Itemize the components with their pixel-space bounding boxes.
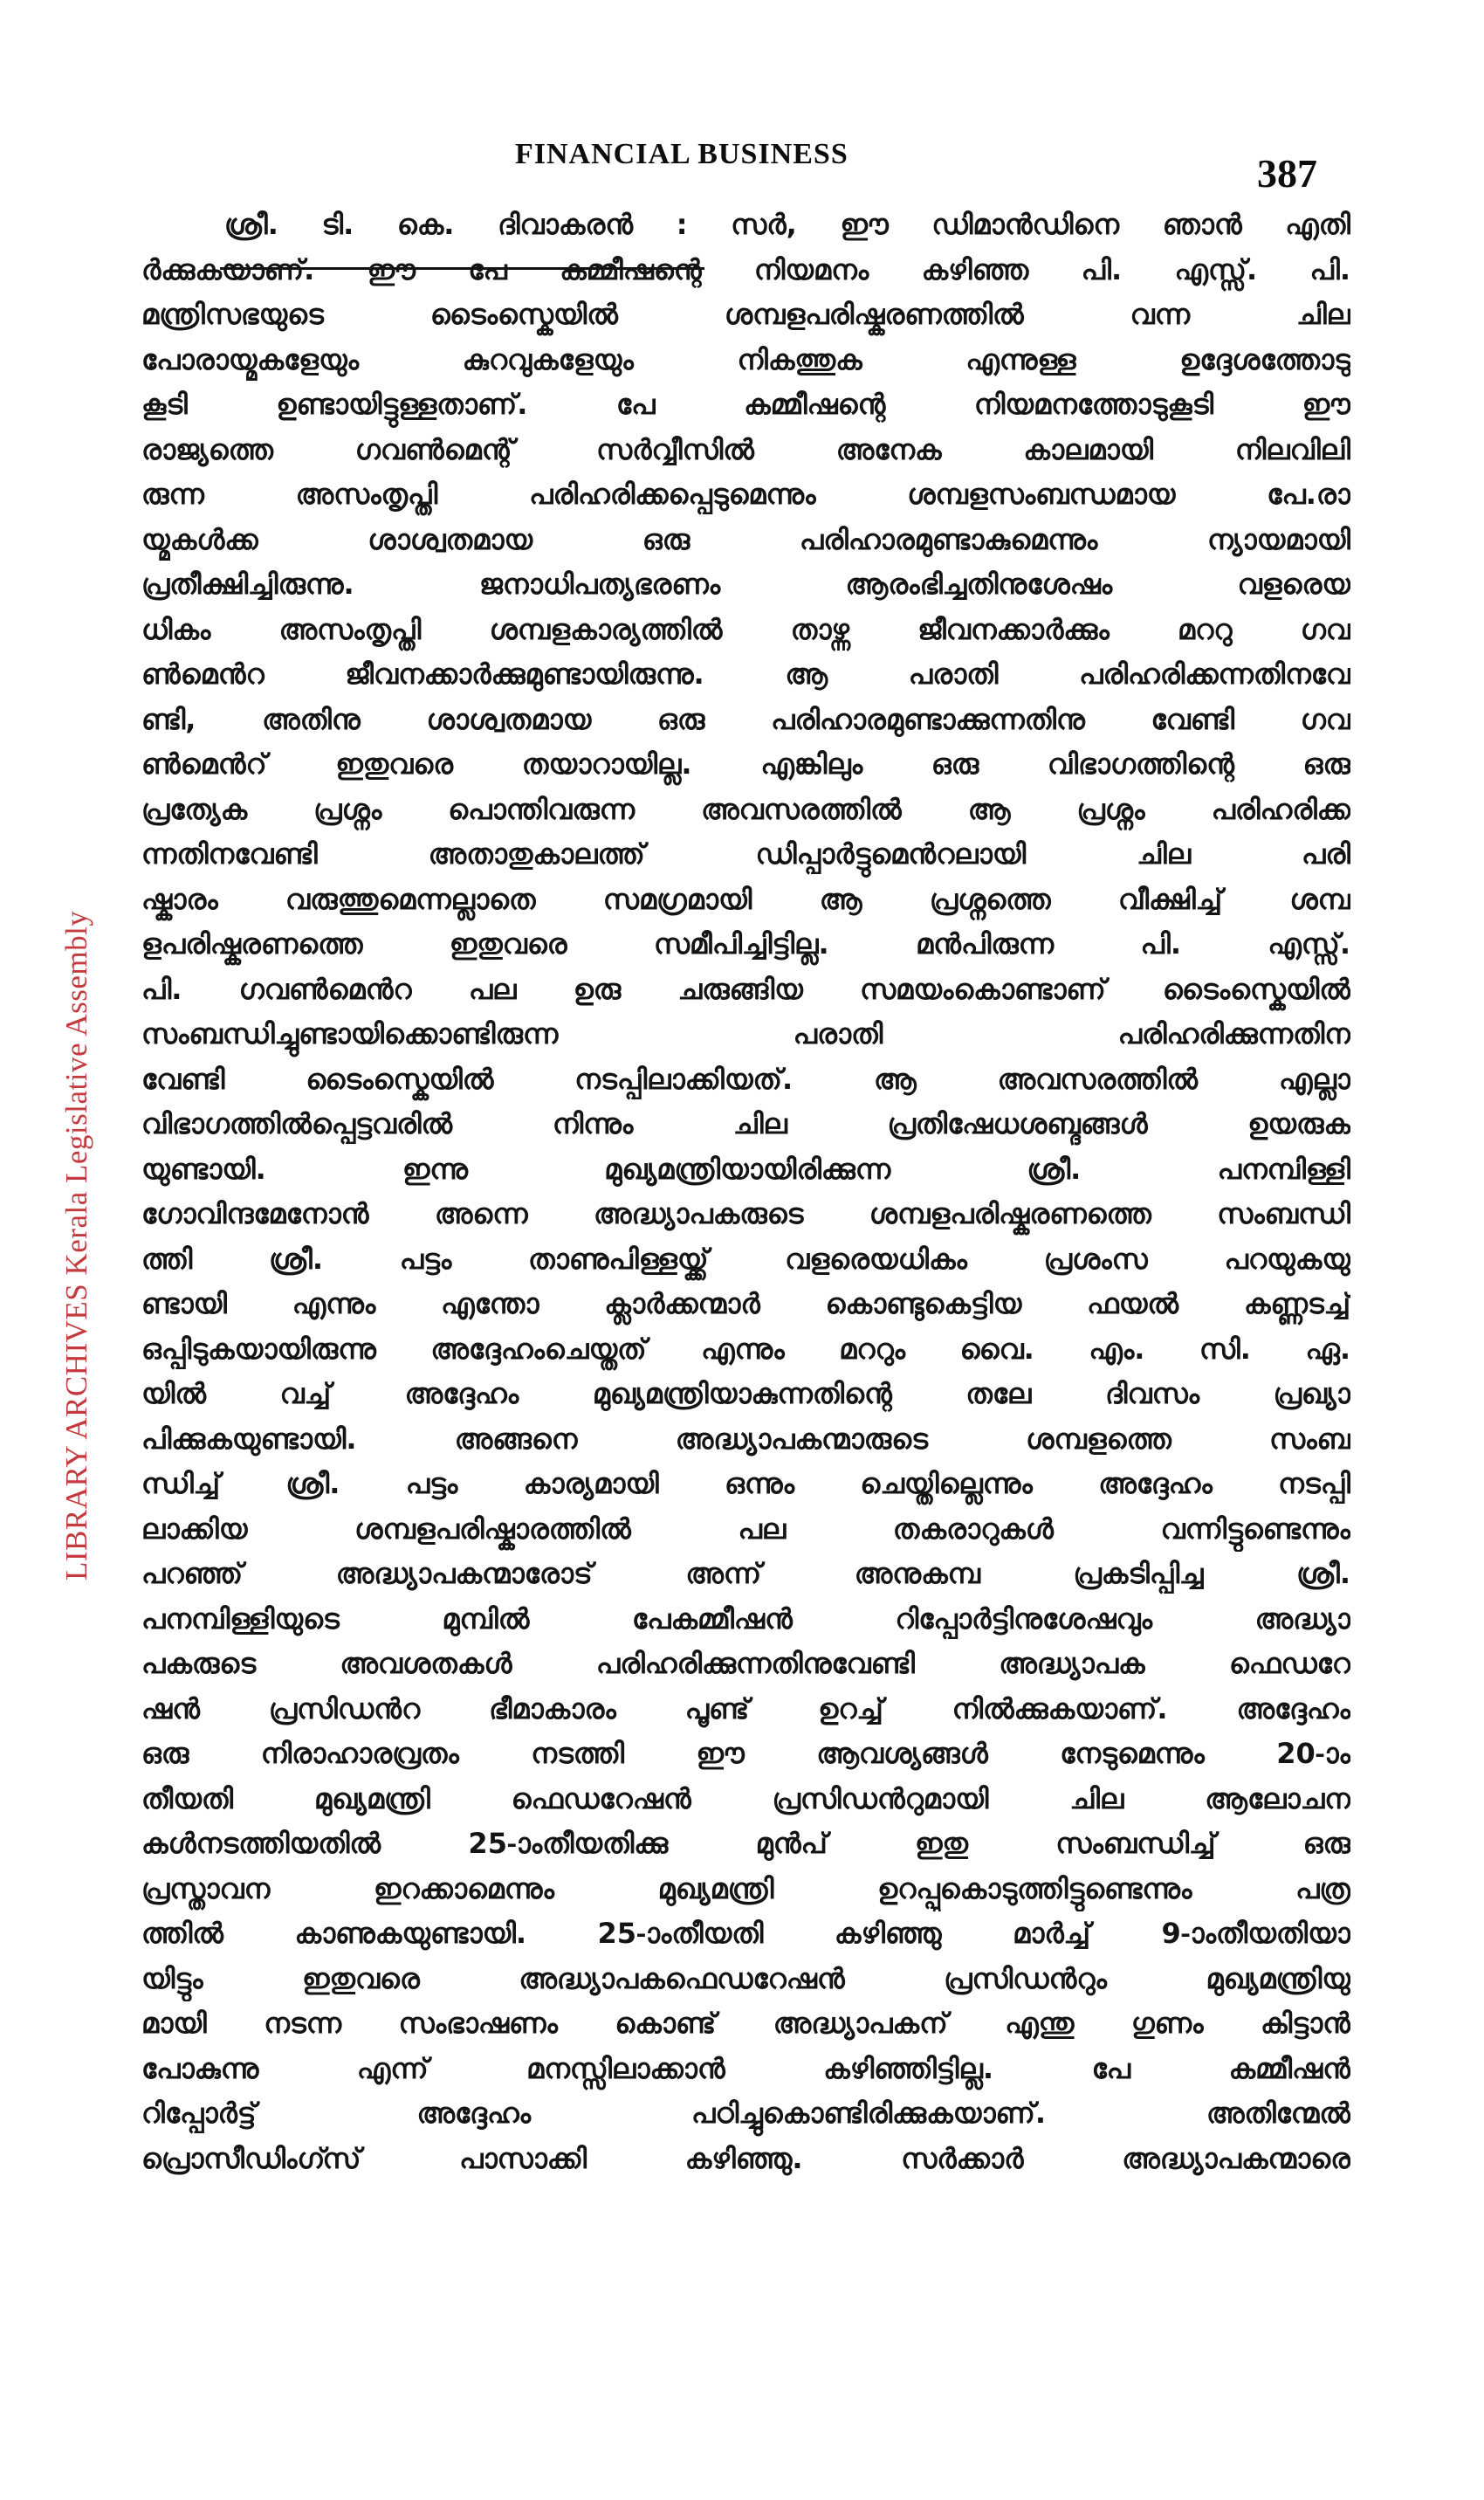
- text-line: പ്രത്യേക പ്രശ്നം പൊന്തിവരുന്ന അവസരത്തിൽ ആ പ്രശ്നം പരിഹരിക്ക: [141, 792, 1350, 826]
- text-line: ൺമെൻറ ജീവനക്കാർക്കുമുണ്ടായിരുന്നു. ആ പരാതി പരിഹരിക്കന്നതിനവേ: [141, 658, 1350, 691]
- text-line: മായി നടന്ന സംഭാഷണം കൊണ്ട് അദ്ധ്യാപകന് എന്തു ഗുണം കിട്ടാൻ: [141, 2007, 1350, 2040]
- text-line: തീയതി മുഖ്യമന്ത്രി ഫെഡറേഷൻ പ്രസിഡൻറുമായി ചില ആലോചന: [141, 1781, 1350, 1815]
- text-line: രാജ്യത്തെ ഗവൺമെന്റ് സർവ്വീസിൽ അനേക കാലമായി നിലവിലി: [141, 432, 1350, 466]
- text-line: ണ്ടി, അതിനു ശാശ്വതമായ ഒരു പരിഹാരമുണ്ടാക്കുന്നതിനു വേണ്ടി ഗവ: [141, 702, 1350, 736]
- text-line: യിട്ടും ഇതുവരെ അദ്ധ്യാപകഫെഡറേഷൻ പ്രസിഡൻറും മുഖ്യമന്ത്രിയു: [141, 1961, 1350, 1995]
- text-line: പിക്കുകയുണ്ടായി. അങ്ങനെ അദ്ധ്യാപകന്മാരുടെ ശമ്പളത്തെ സംബ: [141, 1422, 1350, 1456]
- text-line: പ്രസ്താവന ഇറക്കാമെന്നും മുഖ്യമന്ത്രി ഉറപ്പുകൊടുത്തിട്ടുണ്ടെന്നും പത്ര: [141, 1871, 1350, 1905]
- library-archives-stamp: LIBRARY ARCHIVES Kerala Legislative Assembly: [59, 910, 93, 1581]
- text-line: ത്തിൽ കാണുകയുണ്ടായി. 25-ാംതീയതി കഴിഞ്ഞു മാർച്ച് 9-ാംതീയതിയാ: [141, 1917, 1350, 1950]
- text-line: ഒപ്പിടുകയായിരുന്നു അദ്ദേഹംചെയ്തത് എന്നും മററും വൈ. എം. സി. ഏ.: [141, 1332, 1350, 1366]
- text-line: ശ്രീ. ടി. കെ. ദിവാകരൻ : സർ, ഈ ഡിമാൻഡിനെ ഞാൻ എതി: [224, 208, 1350, 241]
- text-line: യ്മകൾക്ക ശാശ്വതമായ ഒരു പരിഹാരമുണ്ടാകുമെന്നും ന്യായമായി: [141, 522, 1350, 556]
- text-line: ഒരു നിരാഹാരവ്രതം നടത്തി ഈ ആവശ്യങ്ങൾ നേടുമെന്നും 20-ാം: [141, 1737, 1350, 1770]
- text-line: മന്ത്രിസഭയുടെ ടൈംസ്കെയിൽ ശമ്പളപരിഷ്കരണത്തിൽ വന്ന ചില: [141, 298, 1350, 331]
- text-line: ർക്കുകയാണ്. ഈ പേ കമ്മീഷന്റെ നിയമനം കഴിഞ്ഞ പി. എസ്സ്. പി.: [141, 252, 1350, 286]
- text-line: പോരായ്മകളേയും കുറവുകളേയും നികത്തുക എന്നുള്ള ഉദ്ദേശത്തോടു: [141, 342, 1350, 376]
- text-line: യിൽ വച്ച് അദ്ദേഹം മുഖ്യമന്ത്രിയാകുന്നതിന്റെ തലേ ദിവസം പ്രഖ്യാ: [141, 1377, 1350, 1410]
- speech-body-text: [141, 203, 1350, 2181]
- text-line: കൾനടത്തിയതിൽ 25-ാംതീയതിക്കു മുൻപ് ഇതു സംബന്ധിച്ച് ഒരു: [141, 1827, 1350, 1860]
- text-line: ത്തി ശ്രീ. പട്ടം താണുപിള്ളയ്ക്ക് വളരെയധികം പ്രശംസ പറയുകയു: [141, 1242, 1350, 1276]
- text-line: പകരുടെ അവശതകൾ പരിഹരിക്കുന്നതിനുവേണ്ടി അദ്ധ്യാപക ഫെഡറേ: [141, 1647, 1350, 1680]
- text-line: കൂടി ഉണ്ടായിട്ടുള്ളതാണ്. പേ കമ്മീഷന്റെ നിയമനത്തോടുകൂടി ഈ: [141, 388, 1350, 421]
- text-line: ന്ധിച്ച് ശ്രീ. പട്ടം കാര്യമായി ഒന്നും ചെയ്തില്ലെന്നും അദ്ദേഹം നടപ്പി: [141, 1467, 1350, 1500]
- text-line: പോകുന്നു എന്ന് മനസ്സിലാക്കാൻ കഴിഞ്ഞിട്ടില്ല. പേ കമ്മീഷൻ: [141, 2051, 1350, 2085]
- text-line: പനമ്പിള്ളിയുടെ മുമ്പിൽ പേകമ്മീഷൻ റിപ്പോർട്ടിനുശേഷവും അദ്ധ്യാ: [141, 1601, 1350, 1636]
- text-line: ണ്ടായി എന്നും എന്തോ ക്ലാർക്കന്മാർ കൊണ്ടുകെട്ടിയ ഫയൽ കണ്ണടച്ച്: [141, 1287, 1350, 1320]
- page-number: 387: [1257, 151, 1317, 196]
- text-line: ഷ്കാരം വരുത്തുമെന്നല്ലാതെ സമഗ്രമായി ആ പ്രശ്നത്തെ വീക്ഷിച്ച് ശമ്പ: [141, 882, 1350, 916]
- text-line: ൺമെൻറ് ഇതുവരെ തയാറായില്ല. എങ്കിലും ഒരു വിഭാഗത്തിന്റെ ഒരു: [141, 747, 1350, 781]
- text-line: സംബന്ധിച്ചുണ്ടായിക്കൊണ്ടിരുന്ന പരാതി പരിഹരിക്കുന്നതിന: [141, 1017, 1350, 1050]
- text-line: ലാക്കിയ ശമ്പളപരിഷ്കാരത്തിൽ പല തകരാറുകൾ വന്നിട്ടുണ്ടെന്നും: [141, 1512, 1350, 1546]
- text-line: വിഭാഗത്തിൽപ്പെട്ടവരിൽ നിന്നും ചില പ്രതിഷേധശബ്ദങ്ങൾ ഉയരുക: [141, 1107, 1350, 1140]
- text-line: രുന്ന അസംതൃപ്തി പരിഹരിക്കപ്പെടുമെന്നും ശമ്പളസംബന്ധമായ പേ.രാ: [141, 478, 1350, 511]
- text-line: പി. ഗവൺമെൻറ പല ഉരു ചരുങ്ങിയ സമയംകൊണ്ടാണ് ടൈംസ്കെയിൽ: [141, 972, 1350, 1006]
- text-line: പ്രൊസീഡിംഗ്സ് പാസാക്കി കഴിഞ്ഞു. സർക്കാർ അദ്ധ്യാപകന്മാരെ: [141, 2141, 1350, 2175]
- text-line: വേണ്ടി ടൈംസ്കെയിൽ നടപ്പിലാക്കിയത്. ആ അവസരത്തിൽ എല്ലാ: [141, 1062, 1350, 1096]
- text-line: യുണ്ടായി. ഇന്നു മുഖ്യമന്ത്രിയായിരിക്കുന്ന ശ്രീ. പനമ്പിള്ളി: [141, 1152, 1350, 1186]
- text-line: ഷൻ പ്രസിഡൻറ ഭീമാകാരം പൂണ്ട് ഉറച്ച് നിൽക്കുകയാണ്. അദ്ദേഹം: [141, 1691, 1350, 1725]
- text-line: ളപരിഷ്കരണത്തെ ഇതുവരെ സമീപിച്ചിട്ടില്ല. മൻപിരുന്ന പി. എസ്സ്.: [141, 927, 1350, 961]
- text-line: ന്നതിനവേണ്ടി അതാതുകാലത്ത് ഡിപ്പാർട്ടുമെൻറലായി ചില പരി: [141, 837, 1350, 871]
- running-header-title: FINANCIAL BUSINESS: [515, 138, 848, 170]
- text-line: റിപ്പോർട്ട് അദ്ദേഹം പഠിച്ചുകൊണ്ടിരിക്കുകയാണ്. അതിന്മേൽ: [141, 2097, 1350, 2130]
- text-line: പറഞ്ഞ് അദ്ധ്യാപകന്മാരോട് അന്ന് അനുകമ്പ പ്രകടിപ്പിച്ച ശ്രീ.: [141, 1557, 1350, 1590]
- text-line: പ്രതീക്ഷിച്ചിരുന്നു. ജനാധിപത്യഭരണം ആരംഭിച്ചതിനുശേഷം വളരെയ: [141, 568, 1350, 601]
- text-line: ധികം അസംതൃപ്തി ശമ്പളകാര്യത്തിൽ താഴ്ന്ന ജീവനക്കാർക്കും മററു ഗവ: [141, 612, 1350, 646]
- text-line: ഗോവിന്ദമേനോൻ അന്നെ അദ്ധ്യാപകരുടെ ശമ്പളപരിഷ്കരണത്തെ സംബന്ധി: [141, 1197, 1350, 1230]
